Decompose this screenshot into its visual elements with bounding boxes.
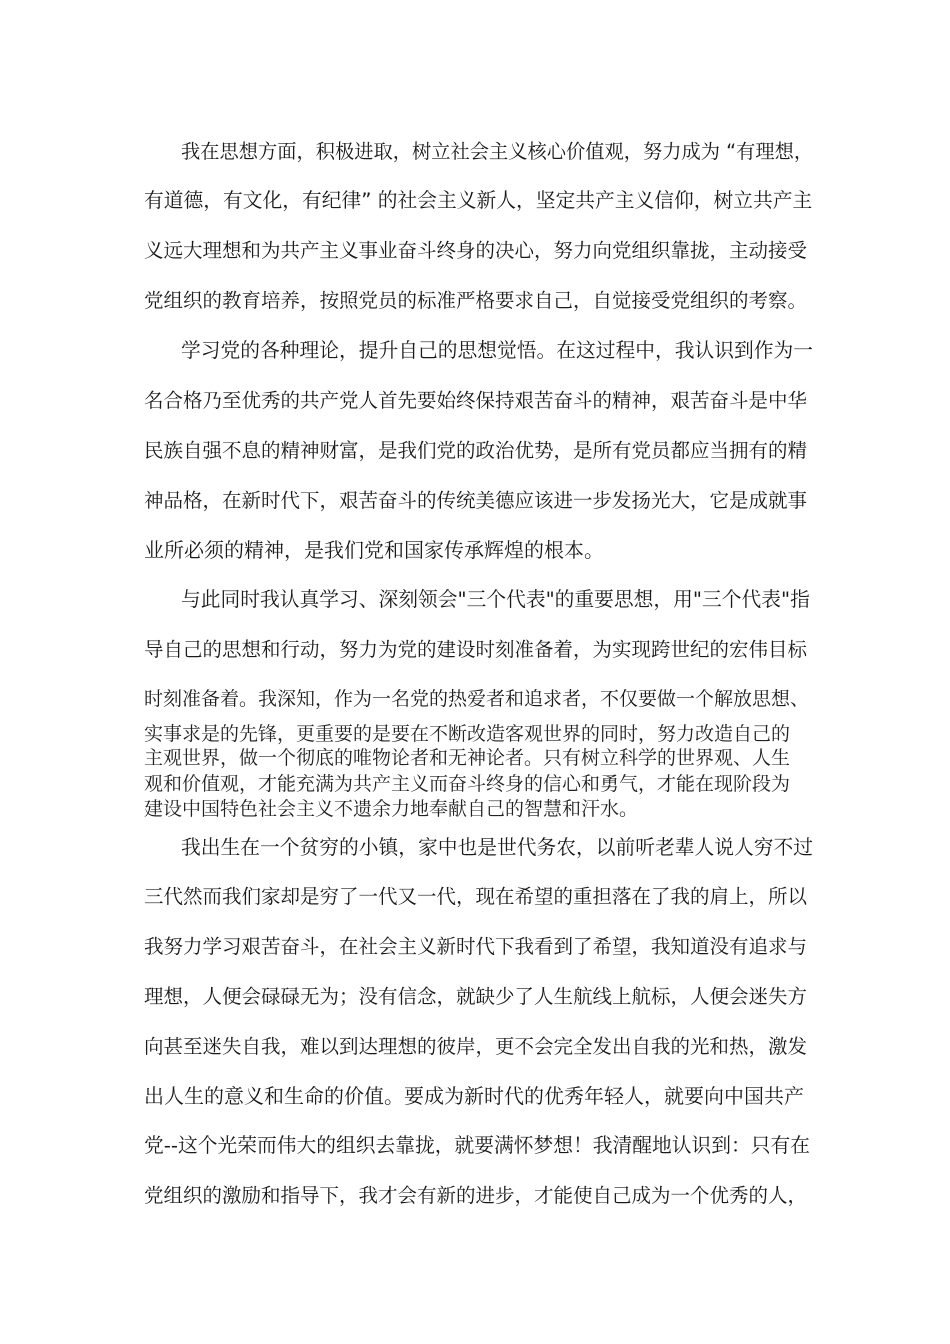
paragraph-3-line-7: 建设中国特色社会主义不遗余力地奉献自己的智慧和汗水。 [144,798,639,820]
paragraph-4-line-1: 我出生在一个贫穷的小镇，家中也是世代务农，以前听老辈人说人穷不过 [181,836,814,859]
paragraph-4-line-4: 理想，人便会碌碌无为；没有信念，就缺少了人生航线上航标，人便会迷失方 [144,985,808,1008]
paragraph-3-line-4: 实事求是的先锋，更重要的是要在不断改造客观世界的同时，努力改造自己的 [144,723,791,745]
paragraph-2-line-4: 神品格，在新时代下，艰苦奋斗的传统美德应该进一步发扬光大，它是成就事 [144,489,808,512]
paragraph-1-line-1: 我在思想方面，积极进取，树立社会主义核心价值观，努力成为 “有理想， [181,140,814,163]
paragraph-4-line-7: 党--这个光荣而伟大的组织去靠拢，就要满怀梦想！我清醒地认识到：只有在 [144,1134,811,1157]
paragraph-4-line-3: 我努力学习艰苦奋斗，在社会主义新时代下我看到了希望，我知道没有追求与 [144,935,808,958]
paragraph-2-line-3: 民族自强不息的精神财富，是我们党的政治优势，是所有党员都应当拥有的精 [144,439,808,462]
paragraph-1-line-3: 义远大理想和为共产主义事业奋斗终身的决心，努力向党组织靠拢，主动接受 [144,239,808,262]
paragraph-3-line-6: 观和价值观，才能充满为共产主义而奋斗终身的信心和勇气，才能在现阶段为 [144,773,791,795]
paragraph-3-line-5: 主观世界，做一个彻底的唯物论者和无神论者。只有树立科学的世界观、人生 [144,747,791,769]
paragraph-3-line-2: 导自己的思想和行动，努力为党的建设时刻准备着，为实现跨世纪的宏伟目标 [144,638,808,661]
paragraph-4-line-2: 三代然而我们家却是穷了一代又一代，现在希望的重担落在了我的肩上，所以 [144,885,808,908]
paragraph-4-line-6: 出人生的意义和生命的价值。要成为新时代的优秀年轻人，就要向中国共产 [144,1084,804,1108]
paragraph-2-line-1: 学习党的各种理论，提升自己的思想觉悟。在这过程中，我认识到作为一 [181,339,814,362]
paragraph-3-line-1: 与此同时我认真学习、深刻领会"三个代表"的重要思想，用"三个代表"指 [181,588,810,611]
paragraph-1-line-4: 党组织的教育培养，按照党员的标准严格要求自己，自觉接受党组织的考察。 [144,289,808,312]
paragraph-2-line-2: 名合格乃至优秀的共产党人首先要始终保持艰苦奋斗的精神，艰苦奋斗是中华 [144,389,808,412]
paragraph-3-line-3: 时刻准备着。我深知，作为一名党的热爱者和追求者，不仅要做一个解放思想、 [144,688,810,710]
paragraph-4-line-8: 党组织的激励和指导下，我才会有新的进步，才能使自己成为一个优秀的人， [144,1184,808,1207]
paragraph-4-line-5: 向甚至迷失自我，难以到达理想的彼岸，更不会完全发出自我的光和热，激发 [144,1035,808,1058]
paragraph-2-line-5: 业所必须的精神，是我们党和国家传承辉煌的根本。 [144,538,604,562]
paragraph-1-line-2: 有道德，有文化，有纪律” 的社会主义新人，坚定共产主义信仰，树立共产主 [144,189,813,212]
